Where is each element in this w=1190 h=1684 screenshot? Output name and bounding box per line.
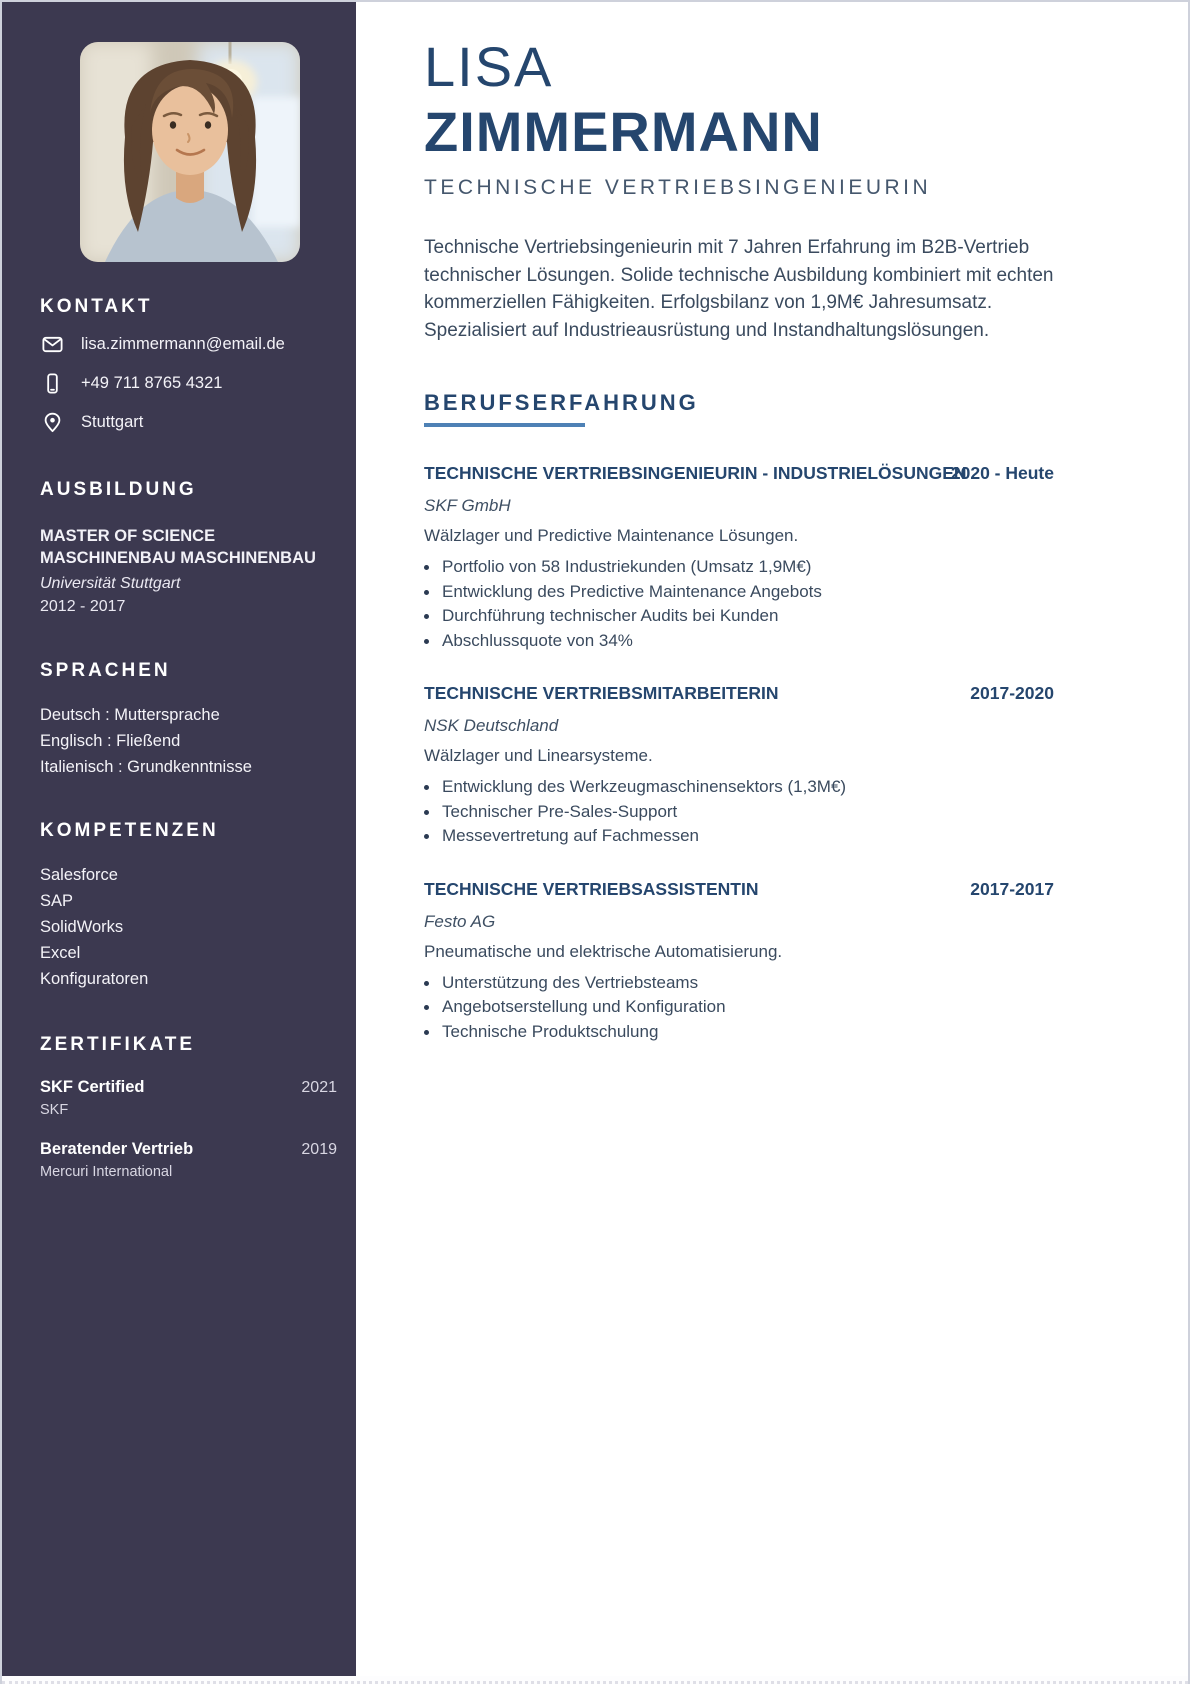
bullet-text: Messevertretung auf Fachmessen [442, 826, 700, 846]
skill-item: Konfiguratoren [40, 970, 149, 988]
bullet-dot [424, 785, 429, 790]
contact-phone-text: +49 711 8765 4321 [81, 374, 223, 392]
bullet-dot [424, 590, 429, 595]
bullet-list [424, 775, 1054, 849]
languages-heading: SPRACHEN [40, 660, 171, 681]
certificate-year: 2021 [301, 1079, 337, 1096]
phone-icon [40, 371, 65, 396]
education-heading: AUSBILDUNG [40, 479, 197, 500]
job-entry [424, 683, 1054, 849]
bullet-text: Technischer Pre-Sales-Support [442, 801, 678, 821]
bullet-item [424, 1020, 1054, 1045]
bullet-dot [424, 810, 429, 815]
location-pin-icon [40, 410, 65, 435]
name-last: ZIMMERMANN [424, 100, 823, 164]
sidebar [2, 2, 356, 1676]
certificate-issuer: Mercuri International [40, 1164, 173, 1180]
job-entry [424, 463, 1054, 653]
certificate-name: Beratender Vertrieb [40, 1140, 194, 1158]
job-description: Pneumatische und elektrische Automatisierung. [424, 941, 783, 961]
skill-item: Excel [40, 944, 81, 962]
job-title: TECHNISCHE VERTRIEBSASSISTENTIN [424, 878, 759, 899]
education-years: 2012 - 2017 [40, 598, 126, 615]
contact-row-phone [40, 371, 339, 396]
bullet-list [424, 555, 1054, 653]
contact-row-location [40, 410, 339, 435]
languages-section [40, 660, 339, 780]
bullet-dot [424, 565, 429, 570]
cv-content [2, 2, 1188, 1676]
bullet-dot [424, 1005, 429, 1010]
profile-photo-illustration [80, 42, 300, 262]
job-date: 2017-2020 [970, 683, 1054, 704]
bullet-item [424, 995, 1054, 1020]
skill-item: Salesforce [40, 866, 118, 884]
job-date: 2017-2017 [970, 878, 1054, 899]
job-entry [424, 879, 1054, 1045]
job-description: Wälzlager und Linearsysteme. [424, 746, 653, 766]
mail-icon [40, 332, 65, 357]
bullet-dot [424, 981, 429, 986]
job-description: Wälzlager und Predictive Maintenance Lösungen. [424, 526, 799, 546]
skills-section [40, 820, 339, 992]
certificate-name: SKF Certified [40, 1078, 145, 1096]
bullet-dot [424, 1030, 429, 1035]
skill-item: SAP [40, 892, 74, 910]
certificates-section [40, 1034, 339, 1180]
bullet-item [424, 604, 1054, 629]
bullet-text: Entwicklung des Predictive Maintenance Angebots [442, 581, 822, 601]
contact-location-text: Stuttgart [81, 413, 144, 431]
bullet-item [424, 800, 1054, 825]
bullet-text: Angebotserstellung und Konfiguration [442, 997, 726, 1017]
bullet-list [424, 971, 1054, 1045]
certificate-entry [40, 1140, 339, 1180]
bullet-dot [424, 614, 429, 619]
job-date: 2020 - Heute [950, 463, 1054, 484]
name-first: LISA [424, 35, 554, 98]
bullet-item [424, 775, 1054, 800]
bullet-text: Portfolio von 58 Industriekunden (Umsatz 1,9M€) [442, 557, 812, 577]
bullet-item [424, 580, 1054, 605]
education-degree: MASTER OF SCIENCE MASCHINENBAU MASCHINENBAU [40, 527, 316, 567]
language-item: Italienisch : Grundkenntnisse [40, 758, 252, 776]
profile-summary: Technische Vertriebsingenieurin mit 7 Jahren Erfahrung im B2B-Vertrieb technischer Lösungen. Solide technische Ausbildung kombiniert mit echten kommerziellen Fähigkeiten. Erfolgsbilanz von 1,9M€ Jahresumsatz. Spezialisiert auf Industrieausrüstung und Instandhaltungslösungen. [424, 237, 1054, 341]
main-column [356, 2, 1188, 1676]
bullet-item [424, 629, 1054, 654]
role-title: TECHNISCHE VERTRIEBSINGENIEURIN [424, 176, 932, 200]
job-title: TECHNISCHE VERTRIEBSMITARBEITERIN [424, 683, 779, 704]
job-company: NSK Deutschland [424, 716, 559, 736]
profile-photo [80, 42, 300, 262]
skill-item: SolidWorks [40, 918, 124, 936]
job-company: SKF GmbH [424, 496, 511, 516]
education-school: Universität Stuttgart [40, 575, 181, 592]
contact-email-text: lisa.zimmermann@email.de [81, 335, 285, 353]
certificate-issuer: SKF [40, 1102, 69, 1118]
certificates-heading: ZERTIFIKATE [40, 1034, 196, 1055]
bullet-text: Technische Produktschulung [442, 1021, 659, 1041]
certificate-entry [40, 1078, 339, 1118]
page-break-divider [2, 1676, 1188, 1684]
job-company: Festo AG [424, 911, 496, 931]
job-title: TECHNISCHE VERTRIEBSINGENIEURIN - INDUSTRIELÖSUNGEN [424, 463, 967, 484]
bullet-text: Entwicklung des Werkzeugmaschinensektors (1,3M€) [442, 777, 847, 797]
bullet-text: Durchführung technischer Audits bei Kunden [442, 606, 779, 626]
heading-underline [424, 423, 585, 427]
experience-heading: BERUFSERFAHRUNG [424, 390, 699, 416]
skills-heading: KOMPETENZEN [40, 820, 219, 841]
education-section [40, 479, 339, 616]
contact-section [40, 296, 339, 435]
bullet-dot [424, 639, 429, 644]
contact-row-email [40, 332, 339, 357]
bullet-dot [424, 834, 429, 839]
language-item: Deutsch : Muttersprache [40, 706, 220, 724]
language-item: Englisch : Fließend [40, 732, 181, 750]
bullet-item [424, 971, 1054, 996]
bullet-text: Abschlussquote von 34% [442, 630, 633, 650]
bullet-item [424, 555, 1054, 580]
bullet-item [424, 824, 1054, 849]
contact-heading: KONTAKT [40, 296, 153, 317]
certificate-year: 2019 [301, 1141, 337, 1158]
bullet-text: Unterstützung des Vertriebsteams [442, 972, 699, 992]
